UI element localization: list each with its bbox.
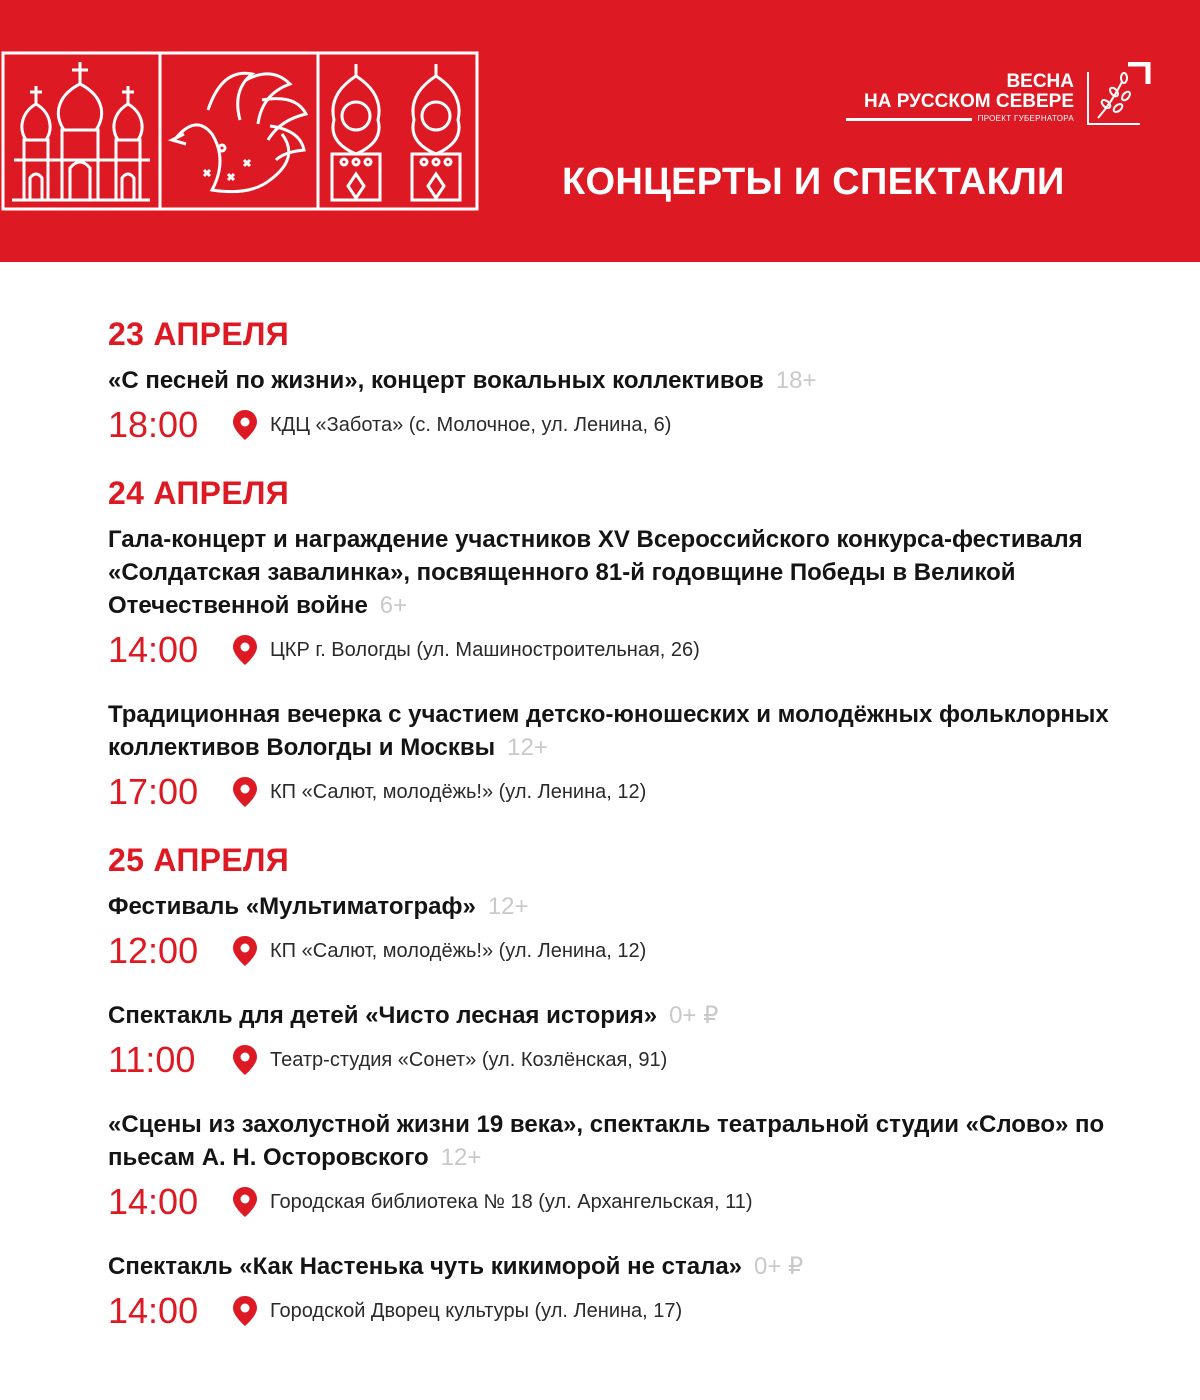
event-item (108, 1250, 1168, 1335)
age-rating: 18+ (775, 367, 817, 394)
day-section (108, 473, 1168, 816)
event-title-text: «С песней по жизни», концерт вокальных коллективов (108, 367, 764, 394)
event-title (108, 890, 1168, 923)
event-item (108, 364, 1168, 449)
event-place: Городской Дворец культуры (ул. Ленина, 17) (270, 1299, 683, 1322)
event-time: 14:00 (108, 1290, 199, 1331)
event-place: КП «Салют, молодёжь!» (ул. Ленина, 12) (270, 780, 647, 803)
age-rating: 0+ ₽ (754, 1253, 804, 1280)
event-title (108, 1250, 1168, 1283)
event-meta (108, 1178, 1168, 1226)
event-meta (108, 401, 1168, 449)
day-section (108, 840, 1168, 1335)
logo-line2: НА РУССКОМ СЕВЕРЕ (863, 91, 1074, 112)
event-meta (108, 1287, 1168, 1335)
event-place: Театр-студия «Сонет» (ул. Козлёнская, 91) (270, 1048, 668, 1071)
event-title (108, 999, 1168, 1032)
event-time: 17:00 (108, 771, 199, 812)
event-time: 14:00 (108, 1181, 199, 1222)
event-title (108, 523, 1168, 622)
folk-ornament-illustration (0, 50, 480, 212)
location-pin-icon (232, 409, 258, 441)
day-date: 23 АПРЕЛЯ (108, 316, 290, 352)
age-rating: 0+ ₽ (669, 1002, 719, 1029)
event-item (108, 698, 1168, 816)
age-rating: 12+ (440, 1144, 482, 1171)
event-time: 12:00 (108, 930, 199, 971)
event-time: 14:00 (108, 629, 199, 670)
event-title-text: «Сцены из захолустной жизни 19 века», спектакль театральной студии «Слово» по пьесам А. Н. Осторовского (108, 1111, 1105, 1171)
event-item (108, 999, 1168, 1084)
location-pin-icon (232, 776, 258, 808)
location-pin-icon (232, 1044, 258, 1076)
event-title-text: Спектакль для детей «Чисто лесная история» (108, 1002, 658, 1029)
day-section (108, 314, 1168, 449)
event-time: 18:00 (108, 404, 199, 445)
event-place: ЦКР г. Вологды (ул. Машиностроительная, 26) (270, 638, 700, 661)
willow-branch-icon (1084, 62, 1152, 128)
age-rating: 12+ (507, 734, 548, 761)
event-meta (108, 626, 1168, 674)
event-item (108, 1108, 1168, 1226)
day-date: 25 АПРЕЛЯ (108, 842, 290, 878)
event-place: Городская библиотека № 18 (ул. Архангельская, 11) (270, 1190, 753, 1213)
event-title-text: Фестиваль «Мультиматограф» (108, 893, 476, 920)
header-banner (0, 0, 1200, 262)
location-pin-icon (232, 935, 258, 967)
event-title-text: Гала-концерт и награждение участников XV Всероссийского конкурса-фестиваля «Солдатская завалинка», посвященного 81-й годовщине Победы в Великой Отечественной войне (108, 526, 1083, 619)
event-title (108, 698, 1168, 764)
event-title (108, 364, 1168, 397)
event-meta (108, 768, 1168, 816)
event-item (108, 523, 1168, 674)
day-date: 24 АПРЕЛЯ (108, 475, 290, 511)
logo-line1: ВЕСНА (1006, 71, 1074, 92)
age-rating: 6+ (379, 592, 408, 619)
event-title-text: Традиционная вечерка с участием детско-юношеских и молодёжных фольклорных коллективов Вологды и Москвы (108, 701, 1109, 761)
event-item (108, 890, 1168, 975)
age-rating: 12+ (487, 893, 529, 920)
event-title-text: Спектакль «Как Настенька чуть кикиморой не стала» (108, 1253, 743, 1280)
location-pin-icon (232, 634, 258, 666)
event-place: КП «Салют, молодёжь!» (ул. Ленина, 12) (270, 939, 647, 962)
event-meta (108, 1036, 1168, 1084)
event-place: КДЦ «Забота» (с. Молочное, ул. Ленина, 6) (270, 413, 672, 436)
event-time: 11:00 (108, 1039, 196, 1080)
location-pin-icon (232, 1295, 258, 1327)
event-schedule (108, 314, 1168, 1359)
location-pin-icon (232, 1186, 258, 1218)
event-meta (108, 927, 1168, 975)
event-title (108, 1108, 1168, 1174)
page-title: КОНЦЕРТЫ И СПЕКТАКЛИ (562, 161, 1065, 203)
logo-subtitle: ПРОЕКТ ГУБЕРНАТОРА (972, 114, 1074, 123)
spring-north-logo (846, 62, 1156, 128)
